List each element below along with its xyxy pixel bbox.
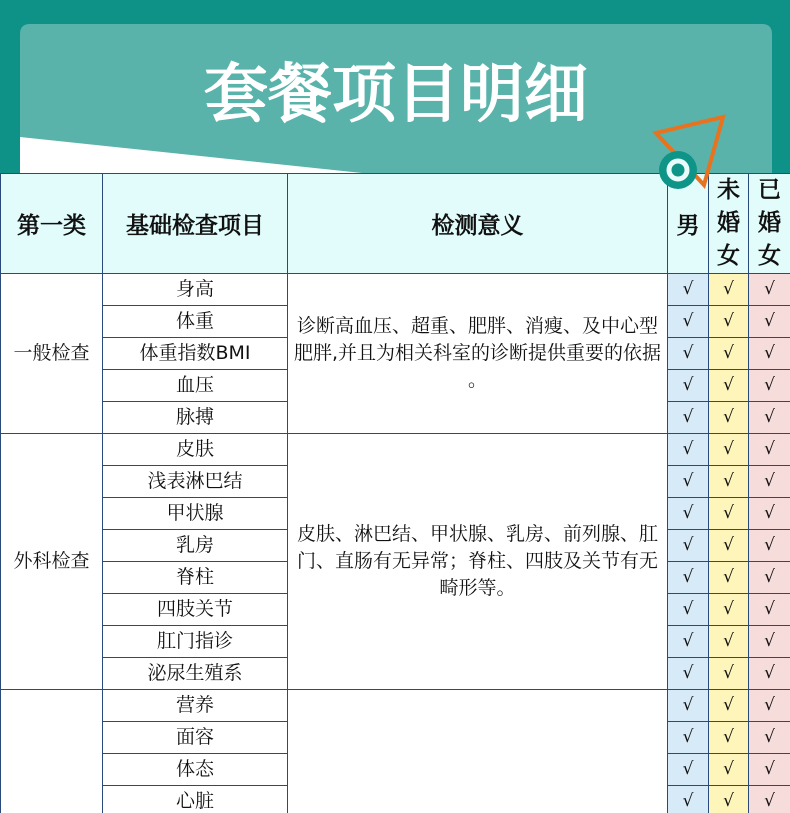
- unmarried-female-check-cell: √: [709, 722, 749, 754]
- married-female-check-cell: √: [749, 594, 790, 626]
- table-body: [1, 274, 790, 813]
- header-married-female-label: 已婚女: [758, 177, 781, 269]
- male-check-cell: √: [668, 402, 709, 434]
- unmarried-female-check-cell: √: [709, 626, 749, 658]
- header-married-female: [749, 174, 790, 274]
- header-meaning: 检测意义: [288, 174, 668, 274]
- unmarried-female-check-cell: √: [709, 370, 749, 402]
- male-check-cell: √: [668, 658, 709, 690]
- item-name-cell: 泌尿生殖系: [103, 658, 288, 690]
- page-title: 套餐项目明细: [204, 58, 588, 132]
- male-check-cell: √: [668, 498, 709, 530]
- married-female-check-cell: √: [749, 498, 790, 530]
- male-check-cell: √: [668, 530, 709, 562]
- male-check-cell: √: [668, 466, 709, 498]
- meaning-cell: [288, 690, 668, 813]
- item-name-cell: 面容: [103, 722, 288, 754]
- table-row: [1, 690, 790, 722]
- meaning-cell: 皮肤、淋巴结、甲状腺、乳房、前列腺、肛门、直肠有无异常；脊柱、四肢及关节有无畸形等。: [288, 434, 668, 690]
- unmarried-female-check-cell: √: [709, 530, 749, 562]
- unmarried-female-check-cell: √: [709, 274, 749, 306]
- married-female-check-cell: √: [749, 754, 790, 786]
- male-check-cell: √: [668, 562, 709, 594]
- male-check-cell: √: [668, 306, 709, 338]
- header-unmarried-female-label: 未婚女: [717, 177, 740, 269]
- married-female-check-cell: √: [749, 274, 790, 306]
- unmarried-female-check-cell: √: [709, 402, 749, 434]
- header-item: 基础检查项目: [103, 174, 288, 274]
- item-name-cell: 体重: [103, 306, 288, 338]
- item-name-cell: 体重指数BMI: [103, 338, 288, 370]
- item-name-cell: 甲状腺: [103, 498, 288, 530]
- married-female-check-cell: √: [749, 626, 790, 658]
- item-name-cell: 身高: [103, 274, 288, 306]
- male-check-cell: √: [668, 722, 709, 754]
- married-female-check-cell: √: [749, 434, 790, 466]
- item-name-cell: 肛门指诊: [103, 626, 288, 658]
- category-cell: [1, 690, 103, 813]
- unmarried-female-check-cell: √: [709, 786, 749, 813]
- header-unmarried-female: [709, 174, 749, 274]
- item-name-cell: 脊柱: [103, 562, 288, 594]
- table-row: [1, 274, 790, 306]
- item-name-cell: 体态: [103, 754, 288, 786]
- male-check-cell: √: [668, 786, 709, 813]
- category-cell: 外科检查: [1, 434, 103, 690]
- unmarried-female-check-cell: √: [709, 754, 749, 786]
- male-check-cell: √: [668, 594, 709, 626]
- married-female-check-cell: √: [749, 370, 790, 402]
- male-check-cell: √: [668, 370, 709, 402]
- married-female-check-cell: √: [749, 530, 790, 562]
- table-header-row: [1, 174, 790, 274]
- header-category: 第一类: [1, 174, 103, 274]
- package-items-table-container: [0, 173, 790, 813]
- married-female-check-cell: √: [749, 722, 790, 754]
- unmarried-female-check-cell: √: [709, 498, 749, 530]
- married-female-check-cell: √: [749, 338, 790, 370]
- unmarried-female-check-cell: √: [709, 306, 749, 338]
- item-name-cell: 脉搏: [103, 402, 288, 434]
- item-name-cell: 血压: [103, 370, 288, 402]
- male-check-cell: √: [668, 274, 709, 306]
- married-female-check-cell: √: [749, 690, 790, 722]
- meaning-cell: 诊断高血压、超重、肥胖、消瘦、及中心型肥胖,并且为相关科室的诊断提供重要的依据。: [288, 274, 668, 434]
- unmarried-female-check-cell: √: [709, 562, 749, 594]
- married-female-check-cell: √: [749, 402, 790, 434]
- male-check-cell: √: [668, 434, 709, 466]
- item-name-cell: 浅表淋巴结: [103, 466, 288, 498]
- item-name-cell: 乳房: [103, 530, 288, 562]
- male-check-cell: √: [668, 338, 709, 370]
- unmarried-female-check-cell: √: [709, 690, 749, 722]
- married-female-check-cell: √: [749, 562, 790, 594]
- unmarried-female-check-cell: √: [709, 658, 749, 690]
- married-female-check-cell: √: [749, 786, 790, 813]
- item-name-cell: 皮肤: [103, 434, 288, 466]
- married-female-check-cell: √: [749, 306, 790, 338]
- unmarried-female-check-cell: √: [709, 466, 749, 498]
- item-name-cell: 四肢关节: [103, 594, 288, 626]
- male-check-cell: √: [668, 754, 709, 786]
- male-check-cell: √: [668, 626, 709, 658]
- married-female-check-cell: √: [749, 658, 790, 690]
- item-name-cell: 心脏: [103, 786, 288, 813]
- unmarried-female-check-cell: √: [709, 594, 749, 626]
- male-check-cell: √: [668, 690, 709, 722]
- unmarried-female-check-cell: √: [709, 434, 749, 466]
- married-female-check-cell: √: [749, 466, 790, 498]
- category-cell: 一般检查: [1, 274, 103, 434]
- header-male: 男: [668, 174, 709, 274]
- package-items-table: [0, 173, 790, 813]
- unmarried-female-check-cell: √: [709, 338, 749, 370]
- table-row: [1, 434, 790, 466]
- item-name-cell: 营养: [103, 690, 288, 722]
